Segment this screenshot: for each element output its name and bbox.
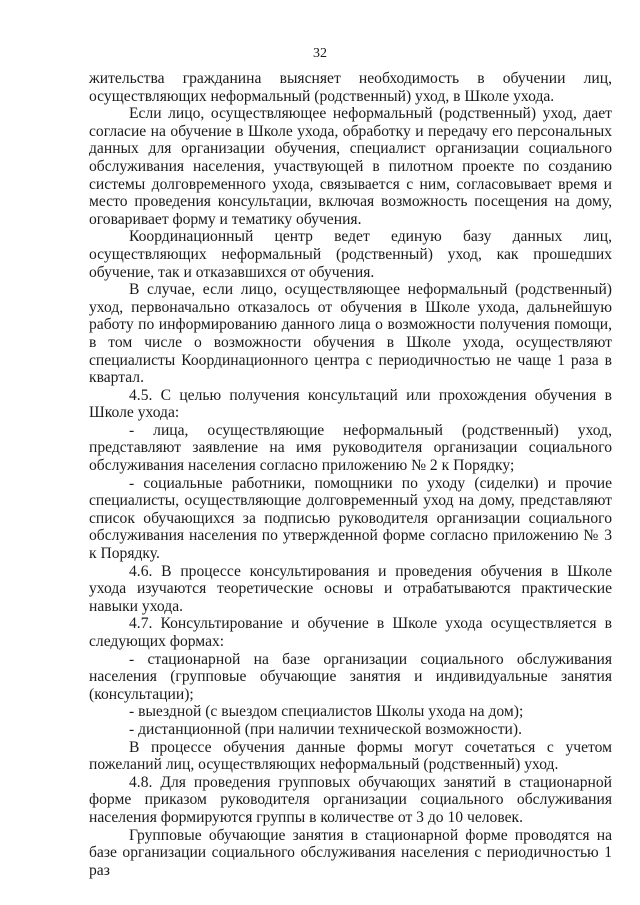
list-item-stationary-form: - стационарной на базе организации социального обслуживания населения (групповые обучающие занятия и индивидуальные занятия (консультации); <box>89 650 612 703</box>
paragraph-consent-to-training: Если лицо, осуществляющее неформальный (родственный) уход, дает согласие на обучение в Школе ухода, обработку и передачу его персональных данных для организации обучения, специалист организации социального обслуживания населения, участвующей в пилотном проекте по созданию системы долговременного ухода, связывается с ним, согласовывает время и место проведения консультации, включая возможность посещения на дому, оговаривает форму и тематику обучения. <box>89 105 612 228</box>
paragraph-section-4-5: 4.5. С целью получения консультаций или прохождения обучения в Школе ухода: <box>89 386 612 422</box>
paragraph-group-sessions: Групповые обучающие занятия в стационарной форме проводятся на базе организации социального обслуживания населения с периодичностью 1 раз <box>89 826 612 879</box>
paragraph-section-4-7: 4.7. Консультирование и обучение в Школе ухода осуществляется в следующих формах: <box>89 615 612 650</box>
list-item-social-workers: - социальные работники, помощники по уходу (сиделки) и прочие специалисты, осуществляющие долговременный уход на дому, представляют список обучающихся за подписью руководителя организации социального обслуживания населения по утвержденной форме согласно приложению № 3 к Порядку. <box>89 474 612 563</box>
paragraph-refusal-case: В случае, если лицо, осуществляющее неформальный (родственный) уход, первоначально отказалось от обучения в Школе ухода, дальнейшую работу по информированию данного лица о возможности получения помощи, в том числе о возможности обучения в Школе ухода, осуществляют специалисты Координационного центра с периодичностью не чаще 1 раза в квартал. <box>89 281 612 387</box>
list-item-visiting-form: - выездной (с выездом специалистов Школы ухода на дом); <box>129 703 524 721</box>
list-item-remote-form: - дистанционной (при наличии технической возможности). <box>129 720 522 738</box>
document-body <box>89 70 612 879</box>
paragraph-section-4-6: 4.6. В процессе консультирования и проведения обучения в Школе ухода изучаются теоретические основы и отрабатываются практические навыки ухода. <box>89 562 612 615</box>
page-number: 32 <box>313 46 327 61</box>
paragraph-combined-forms: В процессе обучения данные формы могут сочетаться с учетом пожеланий лиц, осуществляющих неформальный (родственный) уход. <box>89 738 612 774</box>
paragraph-section-4-8: 4.8. Для проведения групповых обучающих занятий в стационарной форме приказом руководителя организации социального обслуживания населения формируются группы в количестве от 3 до 10 человек. <box>89 773 612 826</box>
paragraph-residence-clarification: жительства гражданина выясняет необходимость в обучении лиц, осуществляющих неформальный (родственный) уход, в Школе ухода. <box>89 70 612 105</box>
paragraph-coordination-center-database: Координационный центр ведет единую базу данных лиц, осуществляющих неформальный (родственный) уход, как прошедших обучение, так и отказавшихся от обучения. <box>89 228 612 281</box>
list-item-informal-carers: - лица, осуществляющие неформальный (родственный) уход, представляют заявление на имя руководителя организации социального обслуживания населения согласно приложению № 2 к Порядку; <box>89 421 612 475</box>
